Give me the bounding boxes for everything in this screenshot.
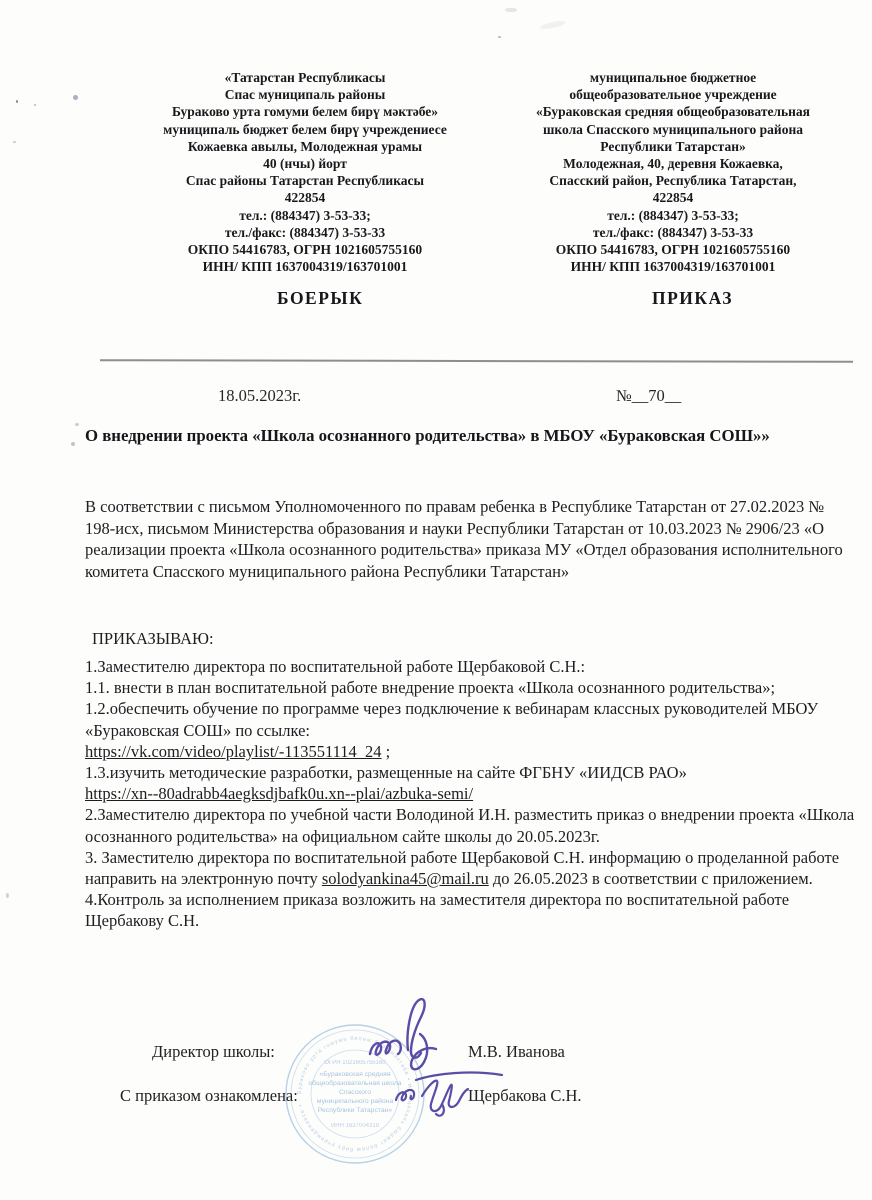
azbuka-semi-link[interactable]: https://xn--80adrabb4aegksdjbafk0u.xn--plai/azbuka-semi/ <box>85 784 474 804</box>
header-line: тел./факс: (884347) 3-53-33 <box>592 224 754 240</box>
item-1-3-link-line <box>85 783 857 804</box>
order-number: №__70__ <box>616 386 682 405</box>
director-name: М.В. Иванова <box>468 1042 565 1061</box>
header-line: 422854 <box>284 190 326 206</box>
item-3-suffix: до 26.05.2023 в соответствии с приложением. <box>488 869 813 889</box>
doc-type-tatar: БОЕРЫК <box>277 288 364 308</box>
header-left-tatar <box>138 69 472 275</box>
director-label: Директор школы: <box>152 1042 275 1061</box>
doc-type-russian: ПРИКАЗ <box>652 288 734 308</box>
item-3-text: 3. Заместителю директора по воспитательной работе Щербаковой С.Н. информацию о проделанной работе направить на электронную почту <box>85 847 840 889</box>
stamp-line: Спасского <box>338 1089 372 1096</box>
scan-speck <box>16 100 18 103</box>
item-3 <box>85 847 857 889</box>
stamp-line: «Бураковская средняя <box>319 1071 391 1078</box>
acknowledged-name: Щербакова С.Н. <box>468 1086 582 1105</box>
order-date: 18.05.2023г. <box>218 386 302 405</box>
stamp-ring-text: Бураково урта гомуми белем бирү мәктәбе • муниципаль бюджет белем бирү учреждениесе • <box>296 1035 414 1153</box>
horizontal-divider <box>100 359 853 363</box>
item-2: 2.Заместителю директора по учебной части Володиной И.Н. разместить приказ о внедрении проекта «Школа осознанного родительства» на официальном сайте школы до 20.05.2023г. <box>85 805 855 846</box>
stamp-inn: ИНН 1637004319 <box>330 1123 380 1129</box>
header-line: 422854 <box>652 190 694 206</box>
header-line: муниципальное бюджетное <box>589 70 757 85</box>
item-1: 1.Заместителю директора по воспитательной работе Щербаковой С.Н.: <box>85 657 586 676</box>
scan-speck <box>71 442 75 446</box>
header-line: 40 (нчы) йорт <box>263 156 347 172</box>
header-line: ОКПО 54416783, ОГРН 1021605755160 <box>555 242 791 258</box>
header-line: муниципаль бюджет белем бирү учреждениесе <box>163 121 447 137</box>
ordering-word: ПРИКАЗЫВАЮ: <box>92 629 214 648</box>
header-line: «Татарстан Республикасы <box>224 70 386 85</box>
item-1-1: 1.1. внести в план воспитательной работе внедрение проекта «Школа осознанного родительства»; <box>85 678 776 698</box>
header-right-russian <box>484 69 862 275</box>
header-line: школа Спасского муниципального района <box>543 121 803 137</box>
item-1-2: 1.2.обеспечить обучение по программе через подключение к вебинарам классных руководителей МБОУ «Бураковская СОШ» по ссылке: <box>85 699 819 740</box>
scan-speck <box>73 95 78 100</box>
header-line: тел./факс: (884347) 3-53-33 <box>224 224 386 240</box>
header-line: Спас районы Татарстан Республикасы <box>185 173 425 189</box>
email-link[interactable]: solodyankina45@mail.ru <box>321 869 489 889</box>
scan-speck <box>498 36 501 38</box>
header-line: Бураково урта гомуми белем бирү мәктәбе» <box>171 104 439 120</box>
stamp-line: муниципального района <box>316 1098 394 1105</box>
intro-paragraph: В соответствии с письмом Уполномоченного по правам ребенка в Республике Татарстан от 27.02.2023 № 198-исх, письмом Министерства образования и науки Республики Татарстан от 10.03.2023 № 2906/23 «О реализации проекта «Школа осознанного родительства» приказа МУ «Отдел образования исполнительного комитета Спасского муниципального района Республики Татарстан» <box>85 497 843 581</box>
acknowledged-label: С приказом ознакомлена: <box>120 1086 298 1105</box>
scan-speck <box>13 141 16 143</box>
stamp-ogrn: ОГРН 1021605755160 <box>324 1060 386 1066</box>
scan-speck <box>6 893 9 898</box>
header-line: Кожаевка авылы, Молодежная урамы <box>187 138 423 154</box>
header-line: ОКПО 54416783, ОГРН 1021605755160 <box>187 242 423 258</box>
header-line: Молодежная, 40, деревня Кожаевка, <box>563 156 783 172</box>
item-1-3: 1.3.изучить методические разработки, размещенные на сайте ФГБНУ «ИИДСВ РАО» <box>85 763 687 783</box>
vk-playlist-link[interactable]: https://vk.com/video/playlist/-113551114_24 <box>85 741 382 761</box>
scan-smudge <box>540 19 567 30</box>
header-line: Республики Татарстан» <box>600 138 746 154</box>
header-line: Спасский район, Республика Татарстан, <box>549 173 797 189</box>
header-line: ИНН/ КПП 1637004319/163701001 <box>570 259 776 275</box>
stamp-line: общеобразовательная школа <box>308 1080 402 1087</box>
scan-speck <box>75 423 79 426</box>
scan-speck <box>34 104 36 106</box>
order-items <box>85 656 857 932</box>
header-line: тел.: (884347) 3-53-33; <box>239 207 371 223</box>
header-line: Спас муниципаль районы <box>224 87 386 103</box>
scan-smudge <box>505 8 517 12</box>
header-line: «Бураковская средняя общеобразовательная <box>536 104 810 120</box>
header-line: общеобразовательное учреждение <box>569 87 777 103</box>
order-title: О внедрении проекта «Школа осознанного родительства» в МБОУ «Бураковская СОШ»» <box>85 426 770 445</box>
stamp-line: Республики Татарстан» <box>317 1107 393 1114</box>
header-line: тел.: (884347) 3-53-33; <box>607 207 739 223</box>
item-1-2-link-line <box>85 741 857 762</box>
vk-link-suffix: ; <box>381 741 391 761</box>
header-line: ИНН/ КПП 1637004319/163701001 <box>202 259 408 275</box>
item-4: 4.Контроль за исполнением приказа возложить на заместителя директора по воспитательной работе Щербакову С.Н. <box>85 890 790 931</box>
